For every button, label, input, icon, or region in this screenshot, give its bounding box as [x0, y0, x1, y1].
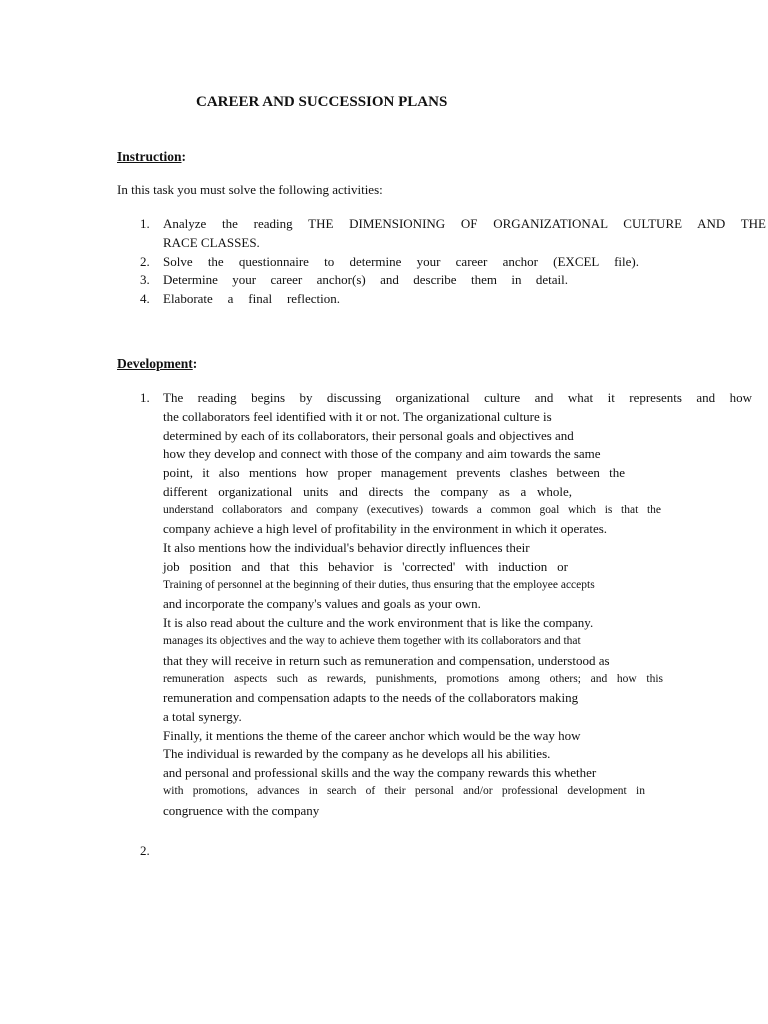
- development-heading-colon: :: [192, 356, 198, 371]
- development-line: a total synergy.: [163, 709, 242, 724]
- instruction-item-2-text: Solve the questionnaire to determine your career anchor (EXCEL file).: [163, 254, 639, 269]
- development-line: with promotions, advances in search of their personal and/or professional development in: [163, 785, 645, 797]
- document-title: CAREER AND SUCCESSION PLANS: [196, 94, 448, 110]
- development-line: The individual is rewarded by the company as he develops all his abilities.: [163, 746, 551, 761]
- instruction-item-4-text: Elaborate a final reflection.: [163, 291, 340, 306]
- development-item-1-number: 1.: [140, 390, 150, 405]
- development-line: understand collaborators and company (executives) towards a common goal which is that the: [163, 504, 661, 516]
- development-line: company achieve a high level of profitability in the environment in which it operates.: [163, 521, 608, 536]
- development-line: manages its objectives and the way to achieve them together with its collaborators and that: [163, 635, 581, 647]
- development-line: Finally, it mentions the theme of the career anchor which would be the way how: [163, 728, 581, 743]
- development-line: remuneration aspects such as rewards, punishments, promotions among others; and how this: [163, 673, 663, 685]
- development-line: Training of personnel at the beginning of their duties, thus ensuring that the employee accepts: [163, 579, 595, 591]
- instruction-intro: In this task you must solve the following activities:: [117, 182, 383, 197]
- instruction-heading-colon: :: [181, 149, 187, 164]
- development-line: determined by each of its collaborators, their personal goals and objectives and: [163, 428, 574, 443]
- instruction-item-3-number: 3.: [140, 272, 150, 287]
- instruction-item-3-text: Determine your career anchor(s) and describe them in detail.: [163, 272, 568, 287]
- development-line: remuneration and compensation adapts to the needs of the collaborators making: [163, 690, 579, 705]
- development-line: congruence with the company: [163, 803, 320, 818]
- development-line: and personal and professional skills and the way the company rewards this whether: [163, 765, 597, 780]
- instruction-item-2-number: 2.: [140, 254, 150, 269]
- development-line: how they develop and connect with those of the company and aim towards the same: [163, 446, 601, 461]
- development-line: It is also read about the culture and the work environment that is like the company.: [163, 615, 594, 630]
- development-line: different organizational units and directs the company as a whole,: [163, 484, 572, 499]
- development-line: The reading begins by discussing organizational culture and what it represents and how: [163, 390, 752, 405]
- development-line: point, it also mentions how proper management prevents clashes between the: [163, 465, 625, 480]
- instruction-item-4-number: 4.: [140, 291, 150, 306]
- instruction-item-1-line-2: RACE CLASSES.: [163, 235, 260, 250]
- instruction-item-1-line-1: Analyze the reading THE DIMENSIONING OF ORGANIZATIONAL CULTURE AND THE: [163, 216, 766, 231]
- development-item-2-number: 2.: [140, 843, 150, 858]
- instruction-heading-text: Instruction: [117, 149, 182, 164]
- instruction-heading: [117, 149, 186, 165]
- development-heading: [117, 356, 197, 372]
- development-line: job position and that this behavior is 'corrected' with induction or: [163, 559, 568, 574]
- development-line: It also mentions how the individual's behavior directly influences their: [163, 540, 530, 555]
- instruction-item-1-number: 1.: [140, 216, 150, 231]
- development-line: the collaborators feel identified with it or not. The organizational culture is: [163, 409, 552, 424]
- development-line: that they will receive in return such as remuneration and compensation, understood as: [163, 653, 610, 668]
- development-line: and incorporate the company's values and goals as your own.: [163, 596, 481, 611]
- development-heading-text: Development: [117, 356, 193, 371]
